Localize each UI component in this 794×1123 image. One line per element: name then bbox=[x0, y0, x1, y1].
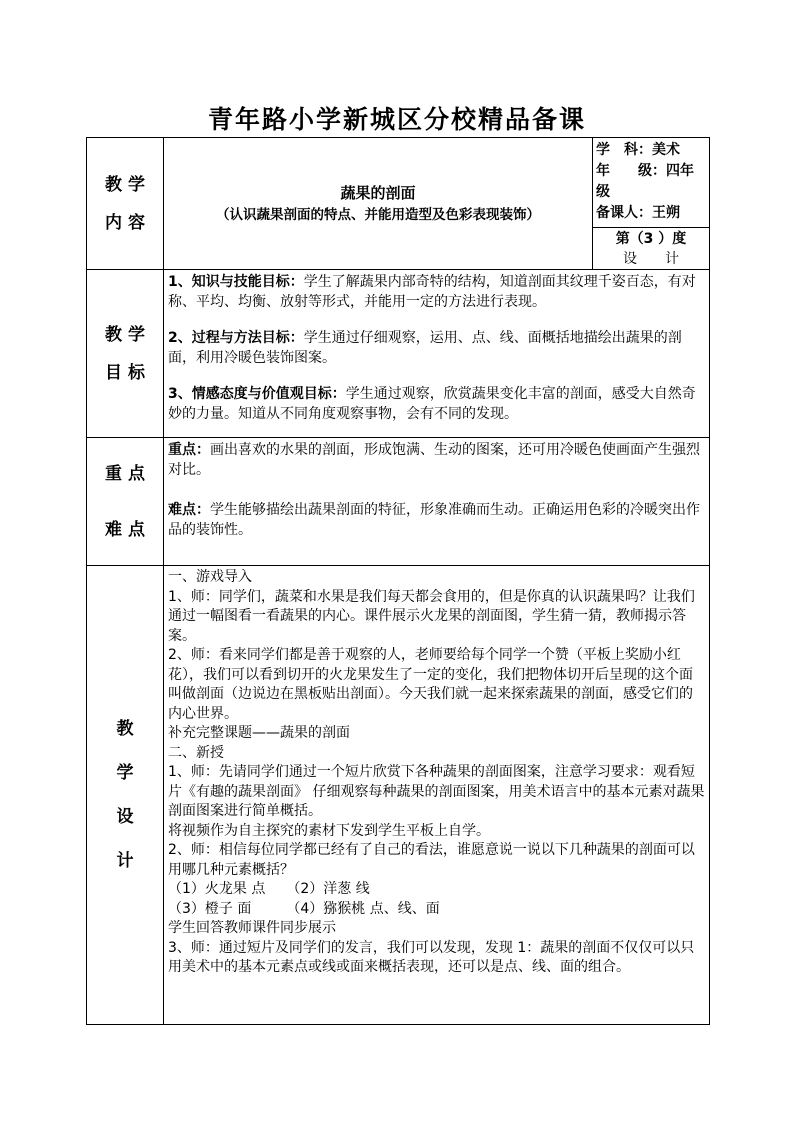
subject-field: 学 科：美术 bbox=[596, 142, 680, 158]
grade-field-cont: 级 bbox=[596, 184, 610, 200]
design-round bbox=[593, 228, 710, 270]
difficult-point-text: 学生能够描绘出蔬果剖面的特征，形象准确而生动。正确运用色彩的冷暖突出作品的装饰性。 bbox=[168, 502, 700, 538]
design-line: 2、师：相信每位同学都已经有了自己的看法，谁愿意说一说以下几种蔬果的剖面可以用哪几种元素概括？ bbox=[168, 842, 695, 878]
preparer-name: 王朔 bbox=[652, 205, 680, 221]
label-goals bbox=[87, 270, 164, 438]
label-design-line2: 学 bbox=[116, 763, 134, 783]
key-point bbox=[168, 440, 705, 480]
lesson-plan-table bbox=[86, 137, 710, 1025]
label-content-line1: 教 学 bbox=[105, 174, 145, 195]
design-line: 2、师：看来同学们都是善于观察的人，老师要给每个同学一个赞（平板上奖励小红花），我们可以看到切开的火龙果发生了一定的变化，我们把物体切开后呈现的这个面叫做剖面（边说边在黑板贴出剖面）。今天我们就一起来探索蔬果的剖面，感受它们的内心世界。 bbox=[168, 647, 693, 722]
preparer-label: 备课人： bbox=[596, 205, 652, 221]
goal-emotion-text: 学生通过观察，欣赏蔬果变化丰富的剖面，感受大自然奇妙的力量。知道从不同角度观察事物，会有不同的发现。 bbox=[168, 386, 696, 422]
design-round-label: 设 计 bbox=[623, 250, 679, 267]
label-keypoints bbox=[87, 438, 164, 566]
design-line: 补充完整课题——蔬果的剖面 bbox=[168, 725, 350, 741]
topic-subtitle: （认识蔬果剖面的特点、并能用造型及色彩表现装饰） bbox=[216, 206, 540, 223]
topic-title: 蔬果的剖面 bbox=[340, 183, 416, 202]
label-keypoints-line1: 重 点 bbox=[105, 463, 145, 484]
label-design-line4: 计 bbox=[116, 851, 134, 871]
key-point-text: 画出喜欢的水果的剖面，形成饱满、生动的图案，还可用冷暖色使画面产生强烈对比。 bbox=[168, 442, 700, 478]
goal-knowledge-text: 学生了解蔬果内部奇特的结构，知道剖面其纹理千姿百态，有对称、平均、均衡、放射等形式，并能用一定的方法进行表现。 bbox=[168, 274, 696, 310]
keypoints-content bbox=[164, 438, 710, 566]
design-line: 1、师：同学们，蔬菜和水果是我们每天都会食用的，但是你真的认识蔬果吗？让我们通过一幅图看一看蔬果的内心。课件展示火龙果的剖面图，学生猜一猜，教师揭示答案。 bbox=[168, 588, 695, 644]
goal-process-text: 学生通过仔细观察，运用、点、线、面概括地描绘出蔬果的剖面，利用冷暖色装饰图案。 bbox=[168, 330, 682, 366]
design-line: 学生回答教师课件同步展示 bbox=[168, 920, 336, 936]
label-goals-line2: 目 标 bbox=[105, 362, 145, 383]
label-design-line1: 教 bbox=[116, 719, 134, 739]
difficult-point-head: 难点： bbox=[168, 502, 210, 518]
goal-process-head: 2、过程与方法目标： bbox=[168, 330, 304, 346]
goal-emotion-head: 3、情感态度与价值观目标： bbox=[168, 386, 346, 402]
design-content bbox=[164, 566, 710, 1025]
goal-emotion bbox=[168, 384, 705, 424]
design-round-number: 第（3 ）度 bbox=[615, 230, 687, 247]
label-goals-line1: 教 学 bbox=[105, 324, 145, 345]
label-content-line2: 内 容 bbox=[105, 212, 145, 233]
design-line: 3、师：通过短片及同学们的发言，我们可以发现，发现 1：蔬果的剖面不仅仅可以只用美术中的基本元素点或线或面来概括表现，还可以是点、线、面的组合。 bbox=[168, 939, 695, 975]
goal-knowledge bbox=[168, 272, 705, 312]
design-line: 一、游戏导入 bbox=[168, 569, 252, 585]
design-line: 二、新授 bbox=[168, 744, 224, 761]
design-line: （3）橙子 面 （4）猕猴桃 点、线、面 bbox=[168, 900, 440, 917]
label-keypoints-line2: 难 点 bbox=[105, 519, 145, 540]
label-design bbox=[87, 566, 164, 1025]
difficult-point bbox=[168, 500, 705, 540]
label-design-line3: 设 bbox=[116, 807, 134, 827]
page-title: 青年路小学新城区分校精品备课 bbox=[207, 105, 586, 134]
goals-content bbox=[164, 270, 710, 438]
grade-field: 年 级：四年 bbox=[596, 163, 694, 179]
design-line: 1、师：先请同学们通过一个短片欣赏下各种蔬果的剖面图案，注意学习要求：观看短片《有趣的蔬果剖面》 仔细观察每种蔬果的剖面图案，用美术语言中的基本元素对蔬果剖面图案进行简单概括。 bbox=[168, 764, 705, 819]
label-content bbox=[87, 138, 164, 270]
goal-process bbox=[168, 328, 705, 368]
design-line: （1）火龙果 点 （2）洋葱 线 bbox=[168, 881, 370, 897]
design-line: 将视频作为自主探究的素材下发到学生平板上自学。 bbox=[168, 822, 490, 839]
preparer-field bbox=[596, 203, 706, 224]
key-point-head: 重点： bbox=[168, 442, 210, 458]
lesson-topic bbox=[164, 138, 593, 270]
lesson-meta bbox=[593, 138, 710, 228]
goal-knowledge-head: 1、知识与技能目标： bbox=[168, 274, 304, 290]
